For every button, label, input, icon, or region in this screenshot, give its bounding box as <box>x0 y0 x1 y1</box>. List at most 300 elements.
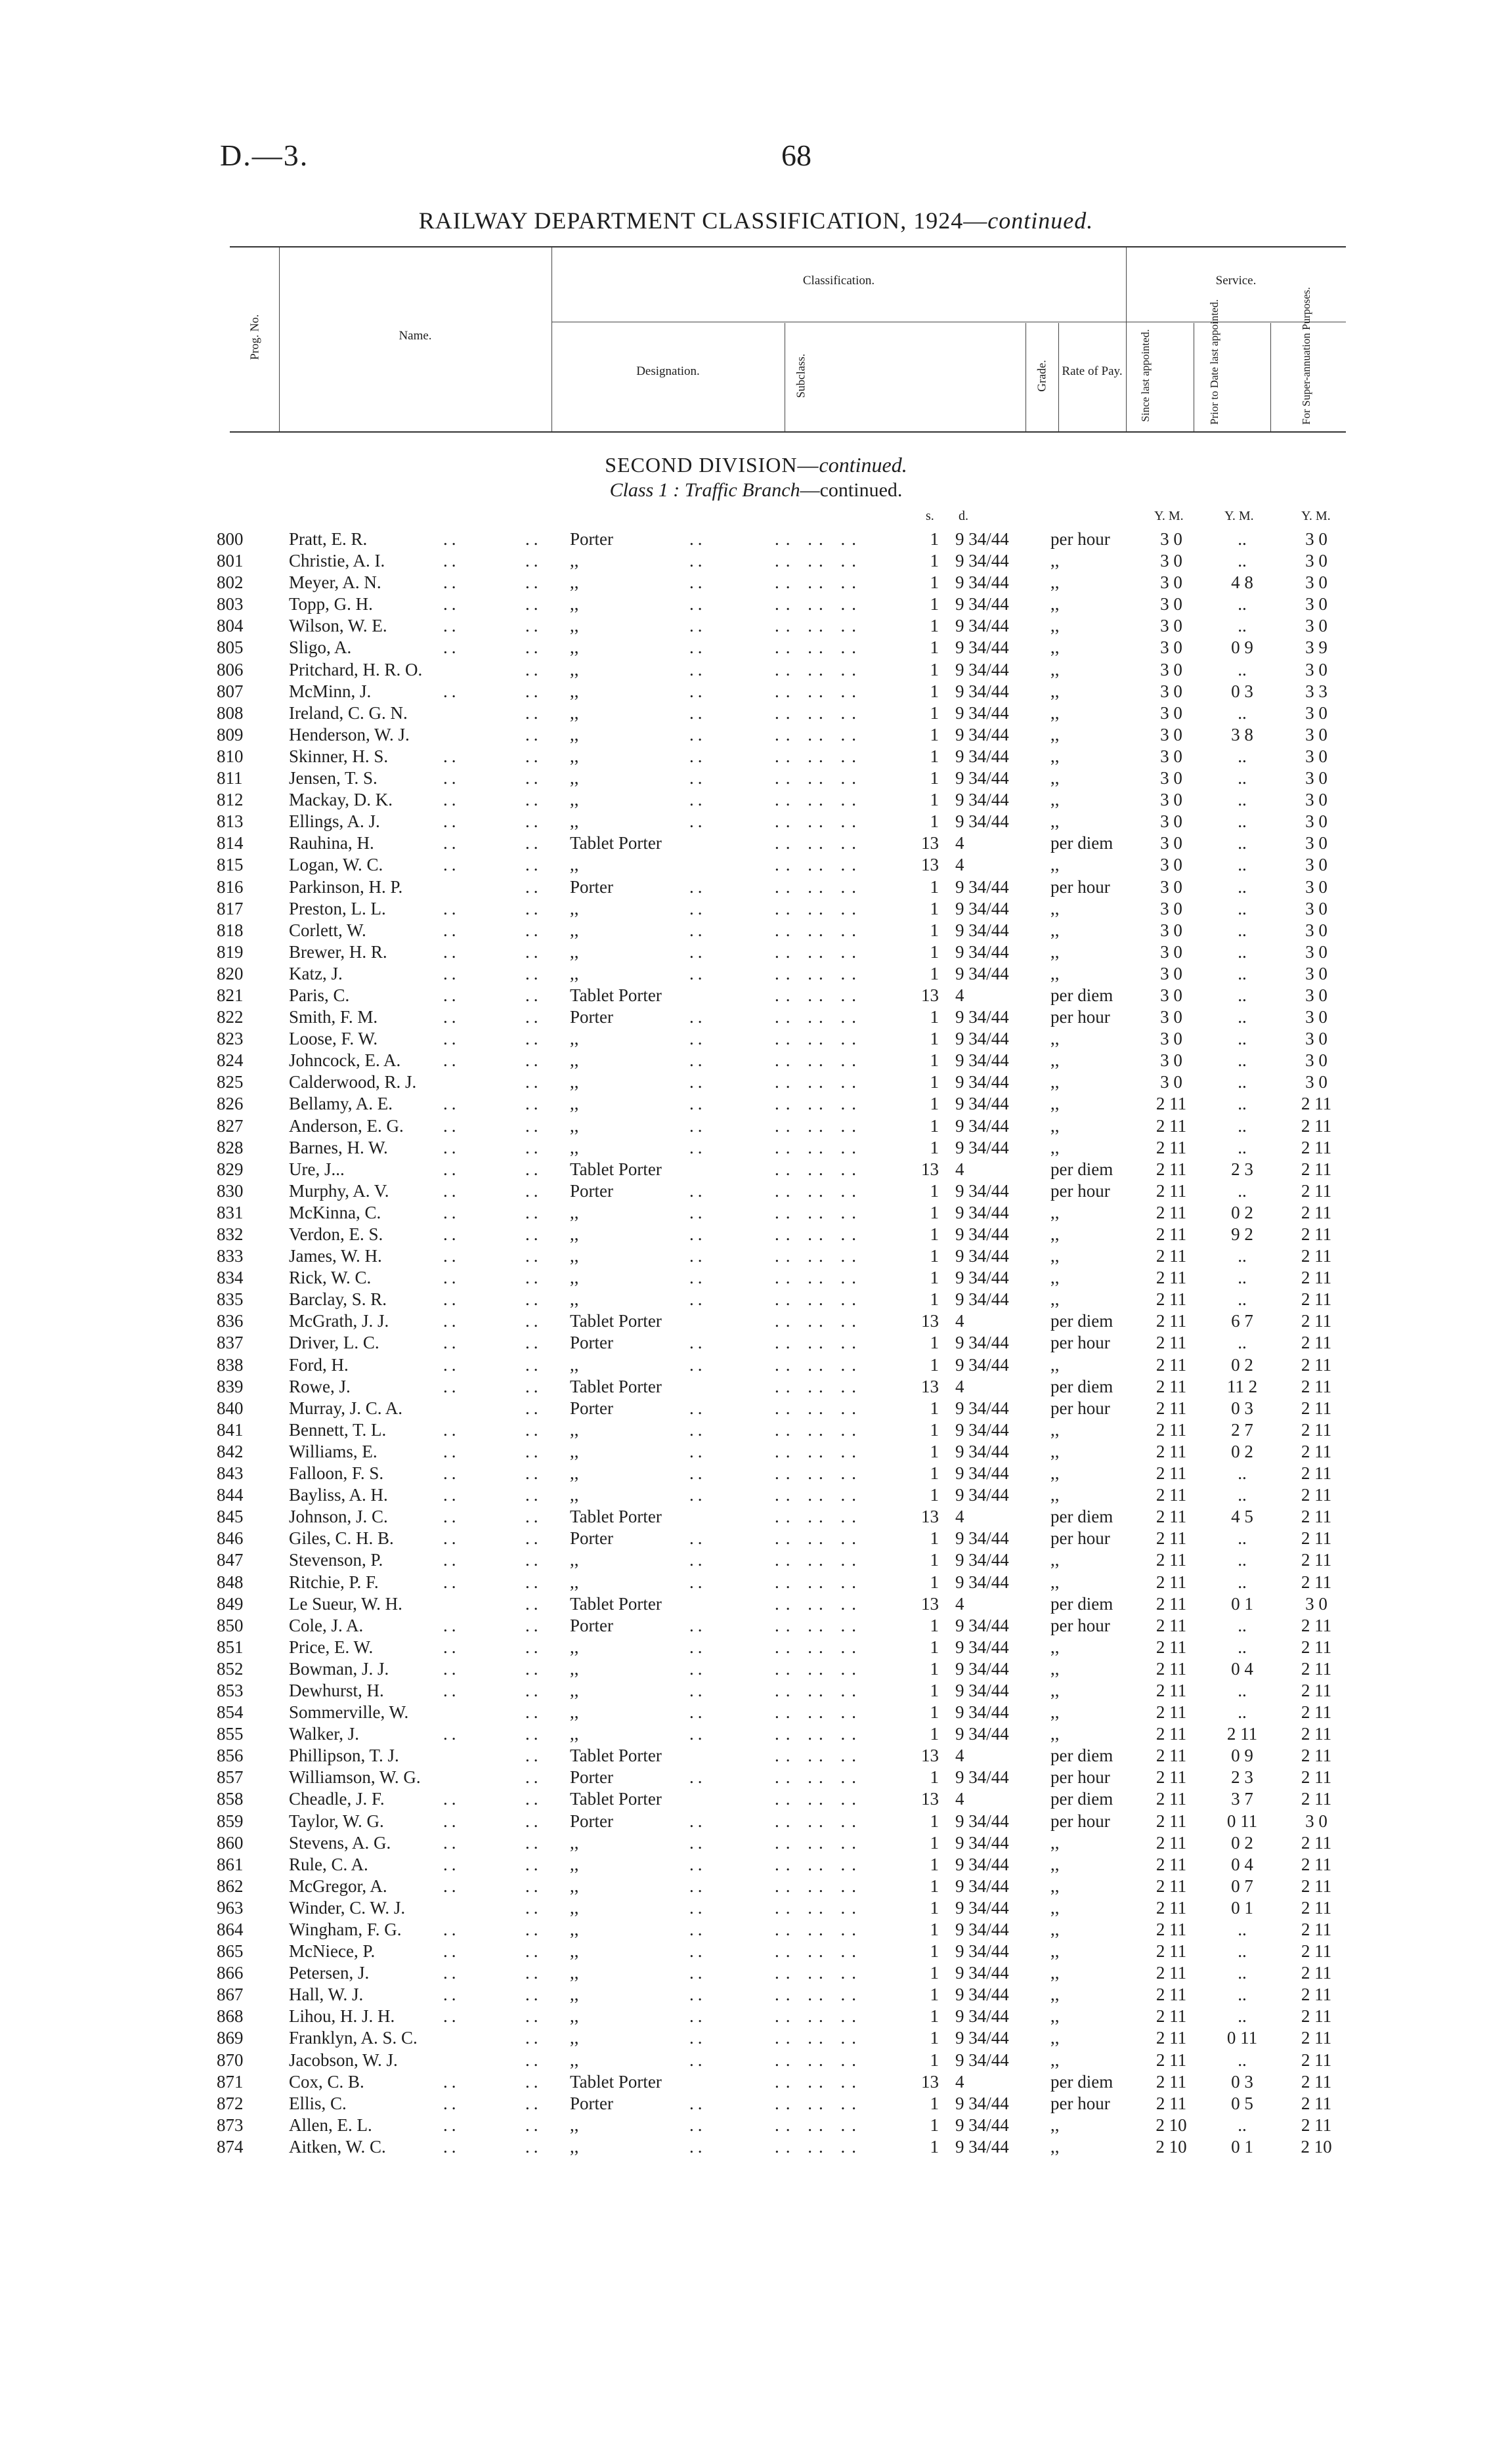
staff-name: Skinner, H. S. <box>289 746 389 766</box>
service-prior: .. <box>1238 2050 1247 2070</box>
leader-dots: .. <box>525 594 542 614</box>
prog-no: 805 <box>217 637 244 658</box>
rate-pence: 4 <box>955 1789 964 1809</box>
staff-name: Stevenson, P. <box>289 1550 383 1570</box>
service-since-appointed: 3 0 <box>1160 594 1182 614</box>
rate-unit: ,, <box>1050 2115 1060 2135</box>
rate-unit: per diem <box>1050 1746 1113 1766</box>
service-prior: .. <box>1238 659 1247 679</box>
leader-dots: .. <box>689 2006 706 2027</box>
rate-shillings: 1 <box>930 963 939 983</box>
leader-dots: .. .. .. <box>775 1441 863 1461</box>
rate-shillings: 1 <box>930 1441 939 1461</box>
rate-pence: 9 34/44 <box>955 1463 1009 1484</box>
rate-pence: 9 34/44 <box>955 1550 1009 1570</box>
page-number: 68 <box>781 139 811 172</box>
rate-shillings: 1 <box>930 1854 939 1874</box>
service-prior: .. <box>1238 1463 1247 1484</box>
service-since-appointed: 2 11 <box>1156 1159 1187 1179</box>
designation: ,, <box>570 2050 579 2070</box>
table-row <box>0 1419 1512 1441</box>
leader-dots: .. <box>443 1724 460 1744</box>
rate-unit: ,, <box>1050 963 1060 983</box>
prog-no: 829 <box>217 1159 244 1179</box>
leader-dots: .. <box>525 1441 542 1461</box>
service-superannuation: 2 11 <box>1301 2115 1332 2135</box>
table-row <box>0 1572 1512 1593</box>
staff-name: Giles, C. H. B. <box>289 1528 394 1549</box>
rate-pence: 9 34/44 <box>955 1941 1009 1962</box>
rate-pence: 9 34/44 <box>955 1528 1009 1549</box>
rate-unit: ,, <box>1050 551 1060 571</box>
service-since-appointed: 2 11 <box>1156 1615 1187 1635</box>
leader-dots: .. .. .. <box>775 746 863 766</box>
leader-dots: .. <box>443 1615 460 1635</box>
designation: ,, <box>570 1224 579 1244</box>
leader-dots: .. <box>443 790 460 810</box>
designation: ,, <box>570 1920 579 1939</box>
designation: Tablet Porter <box>570 1593 662 1614</box>
rate-pence: 9 34/44 <box>955 1007 1009 1027</box>
rate-pence: 9 34/44 <box>955 1680 1009 1700</box>
table-row <box>0 1832 1512 1854</box>
service-prior: 0 9 <box>1231 637 1253 658</box>
prog-no: 831 <box>217 1202 244 1222</box>
leader-dots: .. <box>689 551 706 571</box>
service-prior: 0 7 <box>1231 1876 1253 1896</box>
table-row <box>0 2093 1512 2115</box>
service-prior: .. <box>1238 920 1247 940</box>
table-row <box>0 572 1512 593</box>
service-since-appointed: 2 11 <box>1156 1398 1187 1418</box>
service-prior: 0 2 <box>1231 1354 1253 1375</box>
leader-dots: .. .. .. <box>775 1398 863 1418</box>
prog-no: 830 <box>217 1180 244 1201</box>
col-designation: Designation. <box>636 364 700 378</box>
prog-no: 806 <box>217 659 244 679</box>
rate-pence: 9 34/44 <box>955 1615 1009 1635</box>
rate-pence: 9 34/44 <box>955 1854 1009 1874</box>
rate-unit: per hour <box>1050 529 1110 549</box>
prog-no: 848 <box>217 1572 244 1592</box>
prog-no: 821 <box>217 985 244 1005</box>
prog-no: 870 <box>217 2050 244 2070</box>
table-row <box>0 1028 1512 1050</box>
service-since-appointed: 3 0 <box>1160 985 1182 1005</box>
table-row <box>0 2006 1512 2027</box>
service-since-appointed: 2 11 <box>1156 1637 1187 1657</box>
rate-shillings: 1 <box>930 1007 939 1027</box>
leader-dots: .. .. .. <box>775 790 863 810</box>
leader-dots: .. .. .. <box>775 1528 863 1549</box>
leader-dots: .. <box>443 1485 460 1505</box>
leader-dots: .. .. .. <box>775 1463 863 1484</box>
service-since-appointed: 2 11 <box>1156 2093 1187 2113</box>
service-since-appointed: 2 10 <box>1156 2115 1187 2135</box>
rate-pence: 9 34/44 <box>955 920 1009 940</box>
rate-unit: per diem <box>1050 1159 1113 1179</box>
leader-dots: .. <box>443 1550 460 1570</box>
leader-dots: .. <box>525 1072 542 1092</box>
service-superannuation: 3 0 <box>1305 941 1328 962</box>
leader-dots: .. <box>689 1897 706 1918</box>
rate-pence: 9 34/44 <box>955 1137 1009 1157</box>
prog-no: 853 <box>217 1680 244 1700</box>
rate-unit: ,, <box>1050 1985 1060 2005</box>
leader-dots: .. .. .. <box>775 811 863 832</box>
leader-dots: .. .. .. <box>775 1658 863 1679</box>
prog-no: 802 <box>217 572 244 593</box>
staff-name: Smith, F. M. <box>289 1007 378 1027</box>
service-superannuation: 2 11 <box>1301 1159 1332 1179</box>
leader-dots: .. <box>525 1920 542 1939</box>
rate-pence: 9 34/44 <box>955 1398 1009 1418</box>
service-prior: .. <box>1238 898 1247 918</box>
rate-shillings: 1 <box>930 1528 939 1549</box>
rate-shillings: 1 <box>930 1550 939 1570</box>
table-row <box>0 1593 1512 1615</box>
leader-dots: .. .. .. <box>775 1615 863 1635</box>
staff-name: Verdon, E. S. <box>289 1224 383 1244</box>
staff-name: Driver, L. C. <box>289 1333 379 1353</box>
leader-dots: .. <box>689 1963 706 1983</box>
leader-dots: .. .. .. <box>775 1376 863 1396</box>
staff-name: Calderwood, R. J. <box>289 1072 417 1092</box>
table-row <box>0 811 1512 832</box>
leader-dots: .. <box>443 1311 460 1331</box>
leader-dots: .. <box>525 681 542 701</box>
rate-pence: 9 34/44 <box>955 2006 1009 2027</box>
rate-pence: 9 34/44 <box>955 1637 1009 1657</box>
leader-dots: .. <box>443 963 460 983</box>
rate-pence: 9 34/44 <box>955 1246 1009 1266</box>
table-row <box>0 963 1512 985</box>
service-superannuation: 2 11 <box>1301 1767 1332 1788</box>
leader-dots: .. .. .. <box>775 1419 863 1440</box>
leader-dots: .. <box>689 1811 706 1831</box>
leader-dots: .. <box>689 920 706 940</box>
rate-pence: 9 34/44 <box>955 790 1009 810</box>
units-row <box>0 509 1512 528</box>
rate-pence: 9 34/44 <box>955 2050 1009 2070</box>
table-row <box>0 2115 1512 2136</box>
table-row <box>0 637 1512 658</box>
leader-dots: .. <box>443 1202 460 1222</box>
rate-shillings: 1 <box>930 1658 939 1679</box>
leader-dots: .. <box>443 2006 460 2027</box>
staff-name: Rick, W. C. <box>289 1268 372 1288</box>
designation: Tablet Porter <box>570 1311 662 1331</box>
leader-dots: .. .. .. <box>775 985 863 1005</box>
designation: ,, <box>570 1419 579 1440</box>
designation: Porter <box>570 1180 613 1201</box>
service-superannuation: 2 11 <box>1301 1832 1332 1853</box>
service-prior: 2 3 <box>1231 1767 1253 1788</box>
staff-name: Allen, E. L. <box>289 2115 372 2135</box>
leader-dots: .. .. .. <box>775 1029 863 1049</box>
staff-name: Bowman, J. J. <box>289 1658 389 1679</box>
leader-dots: .. .. .. <box>775 833 863 853</box>
rate-pence: 9 34/44 <box>955 1268 1009 1288</box>
service-since-appointed: 2 11 <box>1156 1854 1187 1874</box>
staff-name: Johncock, E. A. <box>289 1050 401 1071</box>
prog-no: 842 <box>217 1441 244 1461</box>
service-since-appointed: 2 11 <box>1156 1180 1187 1201</box>
leader-dots: .. <box>443 1137 460 1157</box>
leader-dots: .. <box>689 876 706 897</box>
leader-dots: .. .. .. <box>775 1897 863 1918</box>
service-superannuation: 2 11 <box>1301 1268 1332 1288</box>
leader-dots: .. .. .. <box>775 2028 863 2048</box>
rate-pence: 9 34/44 <box>955 811 1009 832</box>
table-row <box>0 1071 1512 1093</box>
table-row <box>0 789 1512 811</box>
leader-dots: .. <box>689 594 706 614</box>
service-prior: 0 1 <box>1231 1897 1253 1918</box>
rate-shillings: 1 <box>930 1246 939 1266</box>
designation: ,, <box>570 572 579 593</box>
rate-shillings: 1 <box>930 702 939 723</box>
table-row <box>0 1441 1512 1463</box>
table-row <box>0 1680 1512 1702</box>
leader-dots: .. <box>689 681 706 701</box>
leader-dots: .. <box>689 768 706 788</box>
rate-unit: per diem <box>1050 1507 1113 1527</box>
leader-dots: .. .. .. <box>775 1593 863 1614</box>
designation: ,, <box>570 2115 579 2135</box>
table-row <box>0 985 1512 1006</box>
service-superannuation: 2 11 <box>1301 1507 1332 1527</box>
service-superannuation: 3 0 <box>1305 985 1328 1005</box>
service-prior: .. <box>1238 1180 1247 1201</box>
service-prior: .. <box>1238 833 1247 853</box>
leader-dots: .. .. .. <box>775 2050 863 2070</box>
designation: ,, <box>570 681 579 701</box>
designation: Tablet Porter <box>570 1376 662 1396</box>
service-prior: .. <box>1238 1333 1247 1353</box>
service-since-appointed: 3 0 <box>1160 659 1182 679</box>
staff-name: Wingham, F. G. <box>289 1920 402 1939</box>
leader-dots: .. .. .. <box>775 1941 863 1962</box>
leader-dots: .. .. .. <box>775 855 863 875</box>
service-since-appointed: 3 0 <box>1160 1050 1182 1071</box>
table-row <box>0 1484 1512 1506</box>
rate-unit: ,, <box>1050 768 1060 788</box>
staff-name: Cheadle, J. F. <box>289 1789 385 1809</box>
leader-dots: .. .. .. <box>775 702 863 723</box>
rate-unit: per hour <box>1050 1007 1110 1027</box>
table-row <box>0 2050 1512 2071</box>
table-row <box>0 1745 1512 1767</box>
prog-no: 843 <box>217 1463 244 1484</box>
service-prior: .. <box>1238 963 1247 983</box>
leader-dots: .. <box>443 920 460 940</box>
designation: ,, <box>570 1854 579 1874</box>
prog-no: 803 <box>217 594 244 614</box>
staff-name: Franklyn, A. S. C. <box>289 2028 418 2048</box>
table-row <box>0 2071 1512 2093</box>
designation: ,, <box>570 746 579 766</box>
leader-dots: .. <box>689 1985 706 2005</box>
leader-dots: .. <box>689 1333 706 1353</box>
rate-shillings: 13 <box>921 1593 939 1614</box>
rate-unit: ,, <box>1050 941 1060 962</box>
service-superannuation: 2 11 <box>1301 1854 1332 1874</box>
rate-shillings: 1 <box>930 2115 939 2135</box>
table-row <box>0 1180 1512 1202</box>
service-prior: .. <box>1238 529 1247 549</box>
unit-ym-super: Y. M. <box>1301 509 1331 523</box>
rate-unit: ,, <box>1050 1724 1060 1744</box>
service-superannuation: 2 11 <box>1301 1115 1332 1136</box>
rate-pence: 9 34/44 <box>955 1767 1009 1788</box>
leader-dots: .. <box>689 2050 706 2070</box>
leader-dots: .. <box>689 963 706 983</box>
rate-pence: 9 34/44 <box>955 898 1009 918</box>
leader-dots: .. .. .. <box>775 1767 863 1788</box>
rate-pence: 9 34/44 <box>955 1072 1009 1092</box>
prog-no: 818 <box>217 920 244 940</box>
col-rate: Rate of Pay. <box>1062 364 1123 378</box>
rate-pence: 4 <box>955 833 964 853</box>
service-prior: .. <box>1238 1963 1247 1983</box>
rate-unit: ,, <box>1050 1963 1060 1983</box>
leader-dots: .. <box>525 1376 542 1396</box>
leader-dots: .. <box>443 2136 460 2157</box>
prog-no: 855 <box>217 1724 244 1744</box>
designation: ,, <box>570 702 579 723</box>
leader-dots: .. <box>689 941 706 962</box>
table-row <box>0 1115 1512 1137</box>
designation: Tablet Porter <box>570 1789 662 1809</box>
leader-dots: .. <box>525 1311 542 1331</box>
service-superannuation: 3 0 <box>1305 1072 1328 1092</box>
leader-dots: .. <box>689 1767 706 1788</box>
prog-no: 809 <box>217 724 244 744</box>
rate-shillings: 13 <box>921 1789 939 1809</box>
designation: ,, <box>570 1246 579 1266</box>
service-superannuation: 2 11 <box>1301 1137 1332 1157</box>
prog-no: 860 <box>217 1832 244 1853</box>
prog-no: 812 <box>217 790 244 810</box>
leader-dots: .. .. .. <box>775 637 863 658</box>
service-superannuation: 3 9 <box>1305 637 1328 658</box>
prog-no: 814 <box>217 833 244 853</box>
service-prior: .. <box>1238 1941 1247 1962</box>
designation: ,, <box>570 1637 579 1657</box>
table-row <box>0 832 1512 854</box>
staff-name: Lihou, H. J. H. <box>289 2006 395 2027</box>
rate-pence: 9 34/44 <box>955 681 1009 701</box>
service-since-appointed: 3 0 <box>1160 963 1182 983</box>
service-prior: .. <box>1238 1920 1247 1939</box>
service-prior: 3 7 <box>1231 1789 1253 1809</box>
service-superannuation: 2 11 <box>1301 1094 1332 1114</box>
rate-pence: 9 34/44 <box>955 529 1009 549</box>
service-superannuation: 2 11 <box>1301 2093 1332 2113</box>
service-since-appointed: 3 0 <box>1160 529 1182 549</box>
prog-no: 813 <box>217 811 244 832</box>
service-prior: .. <box>1238 1029 1247 1049</box>
rate-shillings: 1 <box>930 1572 939 1592</box>
table-row <box>0 1528 1512 1549</box>
rate-pence: 9 34/44 <box>955 1050 1009 1071</box>
prog-no: 801 <box>217 551 244 571</box>
staff-name: McGrath, J. J. <box>289 1311 389 1331</box>
service-since-appointed: 3 0 <box>1160 724 1182 744</box>
table-row <box>0 854 1512 876</box>
service-prior: .. <box>1238 594 1247 614</box>
rate-shillings: 1 <box>930 1920 939 1939</box>
service-prior: 0 11 <box>1226 1811 1258 1831</box>
leader-dots: .. <box>525 572 542 593</box>
leader-dots: .. <box>525 637 542 658</box>
rate-shillings: 1 <box>930 811 939 832</box>
rate-shillings: 1 <box>930 2136 939 2157</box>
designation: Porter <box>570 1528 613 1549</box>
leader-dots: .. <box>525 1985 542 2005</box>
prog-no: 864 <box>217 1920 244 1939</box>
prog-no: 822 <box>217 1007 244 1027</box>
prog-no: 832 <box>217 1224 244 1244</box>
rate-unit: ,, <box>1050 1550 1060 1570</box>
leader-dots: .. <box>443 572 460 593</box>
table-row <box>0 1289 1512 1310</box>
leader-dots: .. <box>525 1137 542 1157</box>
rate-shillings: 1 <box>930 1289 939 1310</box>
rate-pence: 9 34/44 <box>955 1724 1009 1744</box>
leader-dots: .. <box>525 898 542 918</box>
designation: ,, <box>570 1658 579 1679</box>
rate-unit: ,, <box>1050 2050 1060 2070</box>
table-row <box>0 1332 1512 1354</box>
designation: ,, <box>570 594 579 614</box>
service-superannuation: 2 11 <box>1301 1615 1332 1635</box>
staff-name: Price, E. W. <box>289 1637 374 1657</box>
designation: ,, <box>570 1115 579 1136</box>
leader-dots: .. <box>443 1029 460 1049</box>
service-prior: .. <box>1238 1550 1247 1570</box>
leader-dots: .. <box>525 1724 542 1744</box>
rate-unit: per diem <box>1050 833 1113 853</box>
prog-no: 872 <box>217 2093 244 2113</box>
staff-name: Ritchie, P. F. <box>289 1572 379 1592</box>
rate-pence: 9 34/44 <box>955 702 1009 723</box>
leader-dots: .. <box>443 1333 460 1353</box>
prog-no: 854 <box>217 1702 244 1723</box>
rate-pence: 9 34/44 <box>955 1029 1009 1049</box>
document-title <box>0 207 1512 234</box>
staff-name: Williamson, W. G. <box>289 1767 421 1788</box>
rate-unit: per diem <box>1050 1311 1113 1331</box>
service-since-appointed: 2 11 <box>1156 1311 1187 1331</box>
service-prior: .. <box>1238 1702 1247 1723</box>
prog-no: 869 <box>217 2028 244 2048</box>
rate-unit: ,, <box>1050 1920 1060 1939</box>
service-superannuation: 3 0 <box>1305 963 1328 983</box>
table-row <box>0 1941 1512 1962</box>
service-prior: .. <box>1238 768 1247 788</box>
rate-pence: 9 34/44 <box>955 1811 1009 1831</box>
leader-dots: .. <box>689 1115 706 1136</box>
leader-dots: .. <box>443 1419 460 1440</box>
designation: Tablet Porter <box>570 1159 662 1179</box>
table-row <box>0 1137 1512 1159</box>
rate-unit: ,, <box>1050 1094 1060 1114</box>
service-superannuation: 2 11 <box>1301 1680 1332 1700</box>
header-rule <box>1270 323 1271 431</box>
subtitle-class: Class 1 : Traffic Branch <box>609 479 800 501</box>
